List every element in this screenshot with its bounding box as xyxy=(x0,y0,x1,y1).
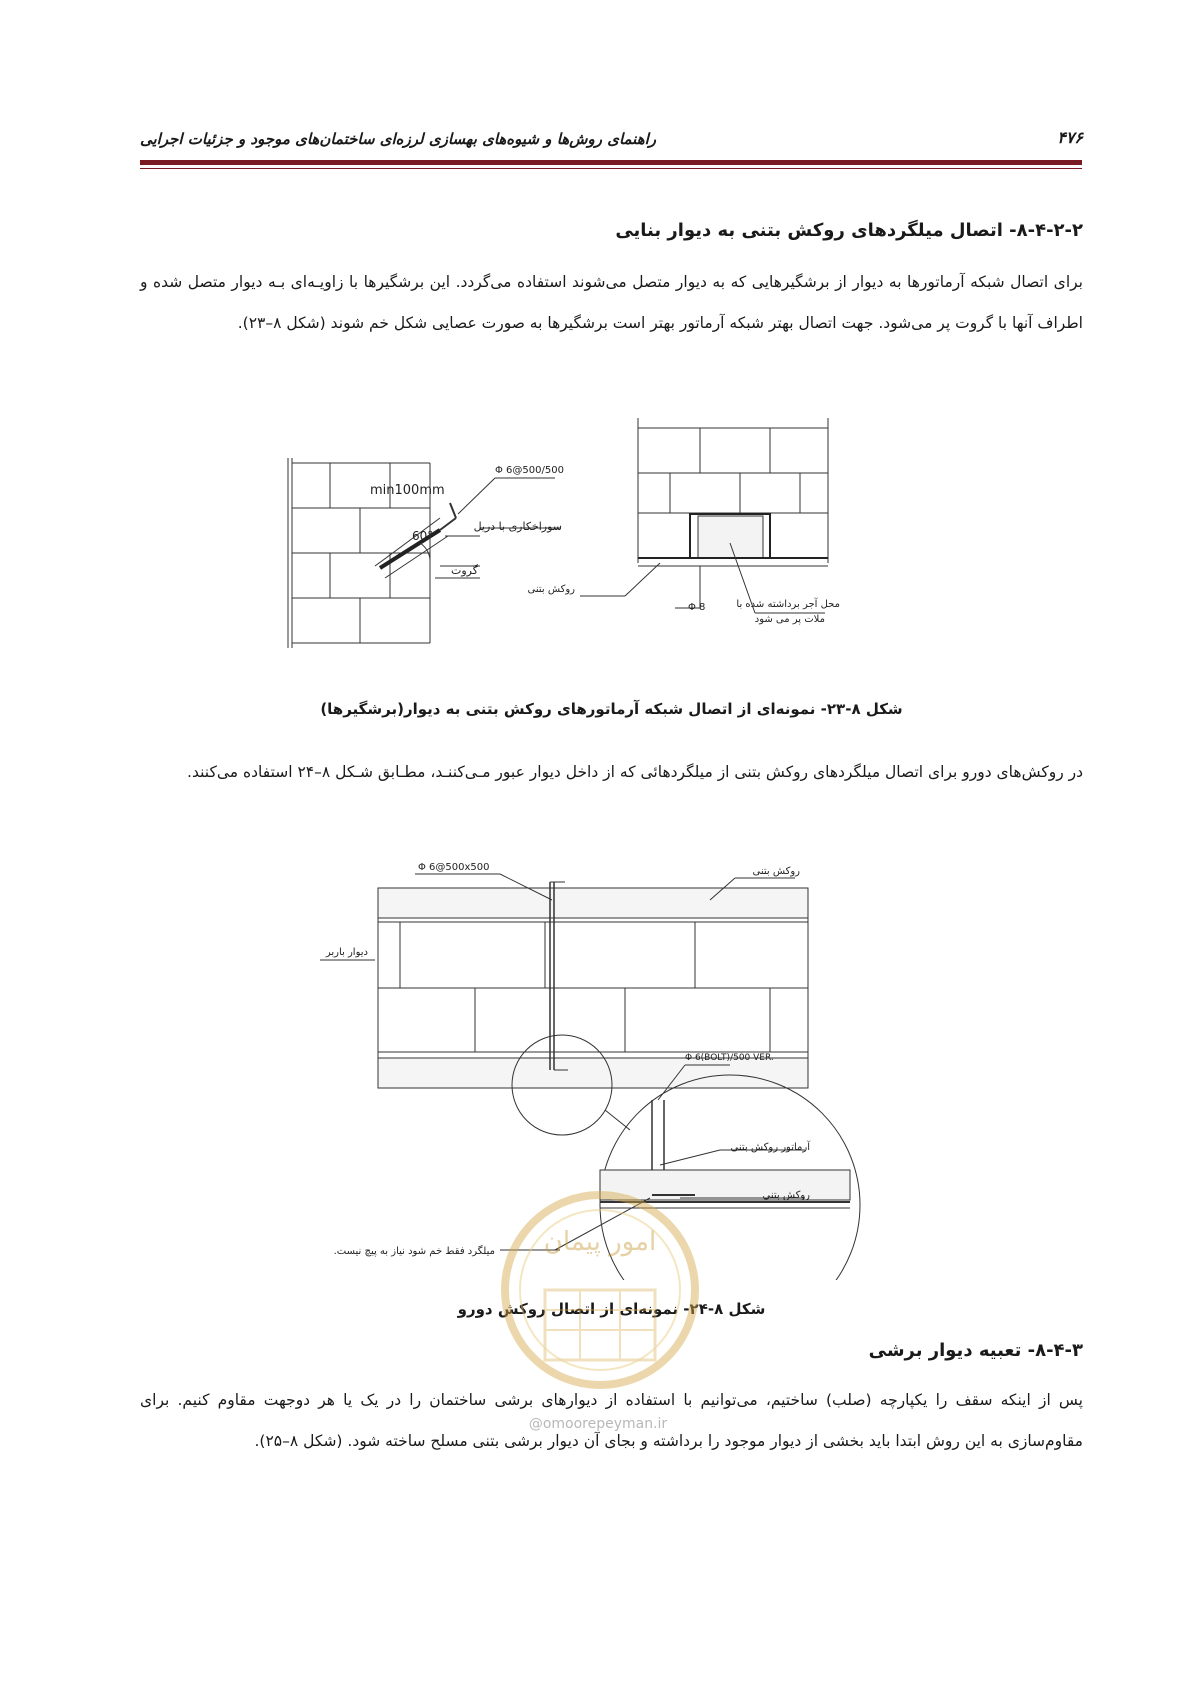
fig24-label-note: میلگرد فقط خم شود نیاز به پیچ نیست. xyxy=(333,1246,495,1257)
fig24-label-rebar: Φ 6@500x500 xyxy=(418,862,490,873)
fig23-label-phi8: Φ 8 xyxy=(688,602,706,613)
section-heading-8-4-3: ۸-۴-۳- تعبیه دیوار برشی xyxy=(868,1340,1083,1361)
fig23-label-brick-2: ملات پر می شود xyxy=(754,614,825,625)
fig24-label-cover-detail: روکش بتنی xyxy=(762,1190,810,1201)
fig24-label-mesh: آرماتور روکش بتنی xyxy=(730,1142,810,1153)
fig23-label-rebar: Φ 6@500/500 xyxy=(495,465,564,476)
header-rule-thick xyxy=(140,160,1082,165)
fig23-label-cover: روکش بتنی xyxy=(527,584,575,595)
page-number: ۴۷۶ xyxy=(1057,128,1083,147)
section3-paragraph: پس از اینکه سقف را یکپارچه (صلب) ساختیم، می‌توانیم با استفاده از دیوارهای برشی ساختمان را در یک یا هر دوجهت مقاوم کنیم. برای مقاوم‌سازی به این روش ابتدا باید بخشی از دیوار موجود را برداشته و بجای آن دیوار برشی بتنی مسلح ساخته شود. (شکل ۸–۲۵). xyxy=(140,1391,1083,1450)
fig24-label-cover-top: روکش بتنی xyxy=(752,866,800,877)
watermark-url: @omoorepeyman.ir xyxy=(528,1416,668,1432)
figure-8-24-caption: شکل ۸-۲۴- نمونه‌ای از اتصال روکش دورو xyxy=(457,1300,766,1318)
fig23-label-angle: 60° xyxy=(412,529,434,543)
fig23-label-drill: سوراخکاری با دریل xyxy=(473,520,562,533)
figure-8-23 xyxy=(280,418,900,688)
fig23-label-grout: گروت xyxy=(451,564,478,577)
running-header-title: راهنمای روش‌ها و شیوه‌های بهسازی لرزه‌ای ساختمان‌های موجود و جزئیات اجرایی xyxy=(140,130,657,148)
fig23-label-brick-1: محل آجر برداشته شده با xyxy=(736,599,840,610)
watermark-logo-text: امور پیمان xyxy=(543,1227,657,1257)
section-heading-8-4-2-2: ۸-۴-۲-۲- اتصال میلگردهای روکش بتنی به دیوار بنایی xyxy=(615,220,1083,241)
fig24-label-wall: دیوار باربر xyxy=(325,947,368,958)
section1-paragraph: برای اتصال شبکه آرماتورها به دیوار از برشگیرهایی که به دیوار متصل می‌شوند استفاده می‌گردد. این برشگیرها با زاویـه‌ای بـه دیوار متصل شده و اطراف آنها با گروت پر می‌شود. جهت اتصال بهتر شبکه آرماتور بهتر است برشگیرها به صورت عصایی شکل خم شوند (شکل ۸–۲۳). xyxy=(140,273,1083,332)
section2-paragraph: در روکش‌های دورو برای اتصال میلگردهای روکش بتنی از میلگردهائی که از داخل دیوار عبور مـی‌کننـد، مطـابق شـکل ۸–۲۴ استفاده می‌کنند. xyxy=(187,763,1083,781)
figure-8-23-caption: شکل ۸-۲۳- نمونه‌ای از اتصال شبکه آرماتورهای روکش بتنی به دیوار(برشگیرها) xyxy=(320,700,903,718)
header-rule-thin xyxy=(140,168,1082,169)
fig23-label-min: min100mm xyxy=(370,483,445,498)
fig24-label-bolt: Φ 6(BOLT)/500 VER. xyxy=(685,1053,774,1063)
